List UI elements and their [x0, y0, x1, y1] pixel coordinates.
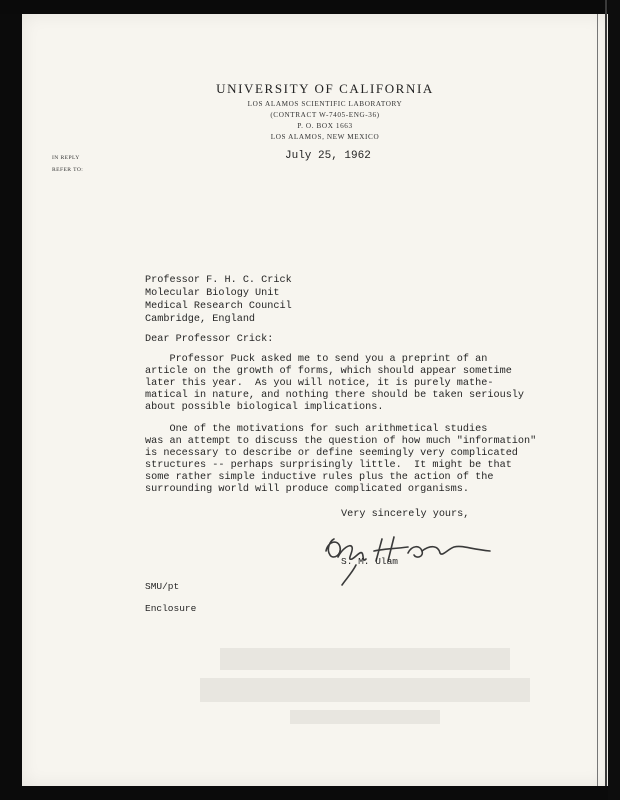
paragraph-1-line: about possible biological implications.	[145, 402, 384, 413]
paragraph-2-line: some rather simple inductive rules plus the action of the	[145, 472, 494, 483]
scan-border-right	[608, 0, 620, 800]
typist-initials: SMU/pt	[145, 581, 180, 592]
paragraph-1-line: later this year. As you will notice, it is purely mathe-	[145, 378, 494, 389]
scan-edge-line	[605, 0, 607, 786]
paragraph-1-line: Professor Puck asked me to send you a preprint of an	[145, 354, 488, 365]
paragraph-2-line: One of the motivations for such arithmetical studies	[145, 424, 488, 435]
enclosure-note: Enclosure	[145, 603, 197, 614]
paragraph-2-line: is necessary to describe or define seemingly very complicated	[145, 448, 518, 459]
signer-name: S. M. Ulam	[341, 556, 399, 567]
letterhead-city: LOS ALAMOS, NEW MEXICO	[270, 133, 380, 141]
letter-date: July 25, 1962	[285, 150, 371, 162]
reply-label-line1: IN REPLY	[52, 155, 80, 161]
closing: Very sincerely yours,	[341, 509, 470, 520]
reply-label-line2: REFER TO:	[52, 167, 84, 173]
page-edge-line	[597, 14, 598, 786]
recipient-city: Cambridge, England	[145, 314, 256, 325]
letterhead-contract: (CONTRACT W-7405-ENG-36)	[270, 111, 380, 119]
paragraph-1-line: article on the growth of forms, which should appear sometime	[145, 366, 512, 377]
letterhead-university: UNIVERSITY OF CALIFORNIA	[216, 81, 434, 96]
recipient-council: Medical Research Council	[145, 301, 292, 312]
paragraph-2-line: was an attempt to discuss the question of how much "information"	[145, 436, 537, 447]
recipient-unit: Molecular Biology Unit	[145, 288, 280, 299]
paragraph-2-line: structures -- perhaps surprisingly little. It might be that	[145, 460, 512, 471]
letterhead-po-box: P. O. BOX 1663	[297, 122, 353, 130]
letterhead-laboratory: LOS ALAMOS SCIENTIFIC LABORATORY	[247, 100, 403, 108]
recipient-name: Professor F. H. C. Crick	[145, 275, 292, 286]
salutation: Dear Professor Crick:	[145, 334, 274, 345]
scan-border-top	[0, 0, 620, 14]
bleed-through-mark	[200, 640, 530, 730]
paragraph-2-line: surrounding world will produce complicated organisms.	[145, 484, 470, 495]
paragraph-1-line: matical in nature, and nothing there should be taken seriously	[145, 390, 525, 401]
